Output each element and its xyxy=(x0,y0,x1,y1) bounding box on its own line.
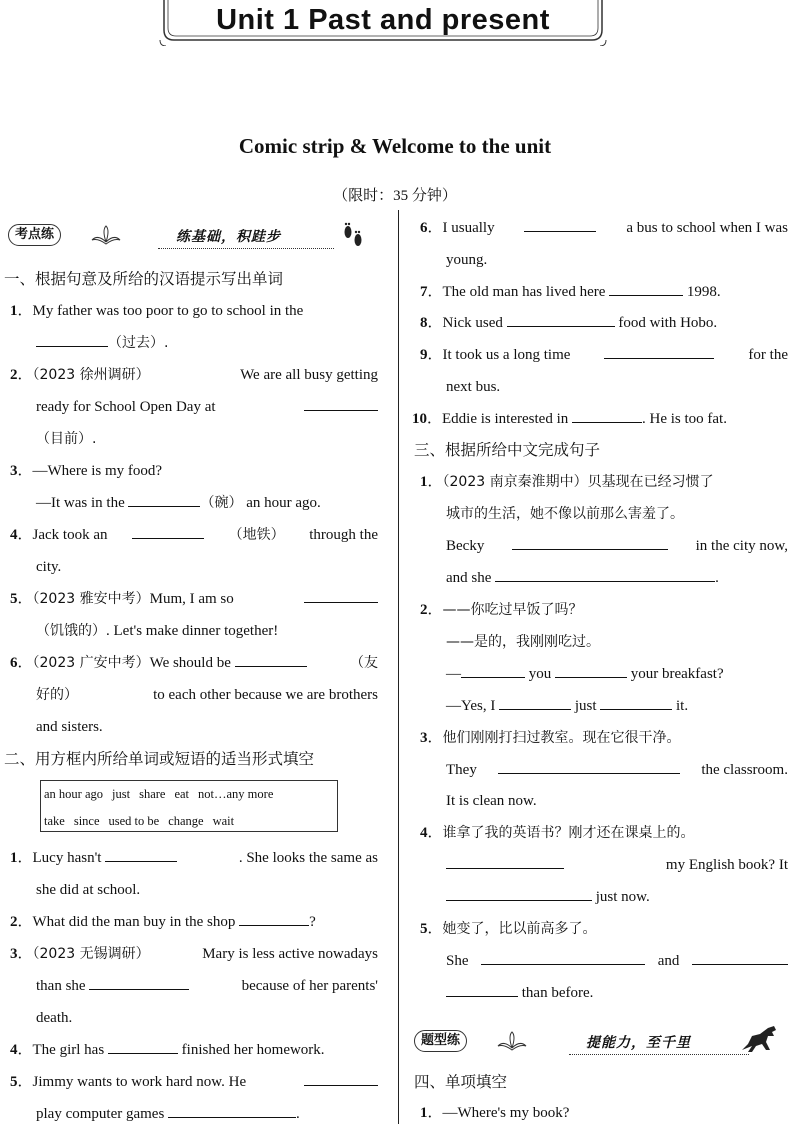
section-tag-label: 题型练 xyxy=(414,1030,467,1052)
answer-blank[interactable] xyxy=(239,912,309,926)
answer-blank[interactable] xyxy=(609,282,683,296)
answer-blank[interactable] xyxy=(600,696,672,710)
answer-blank[interactable] xyxy=(168,1104,296,1118)
p2-q6-line2: young. xyxy=(446,252,488,268)
p3-q2-line3: — you your breakfast? xyxy=(446,666,724,682)
p3-q3-line2: They the classroom. xyxy=(446,762,788,778)
column-divider xyxy=(398,210,399,1124)
p1-q6-line1: 6．（2023 广安中考）We should be （友 xyxy=(10,655,378,671)
p1-q4-line1: 4．Jack took an （地铁） through the xyxy=(10,527,378,543)
motto-dotted-line xyxy=(569,1054,749,1055)
section-tag-label: 考点练 xyxy=(8,224,61,246)
answer-blank[interactable] xyxy=(555,664,627,678)
part1-heading: 一、根据句意及所给的汉语提示写出单词 xyxy=(4,270,284,288)
lotus-icon xyxy=(494,1030,530,1052)
answer-blank[interactable] xyxy=(108,1040,178,1054)
answer-blank[interactable] xyxy=(36,333,108,347)
section-tag-kaodian xyxy=(8,222,363,250)
p1-q3-line2: —It was in the （碗） an hour ago. xyxy=(36,495,321,511)
p2-q6-line1: 6．I usually a bus to school when I was xyxy=(420,220,788,236)
p1-q1-line1: 1．My father was too poor to go to school in the xyxy=(10,303,304,319)
answer-blank[interactable] xyxy=(446,983,518,997)
p2-q3-line1: 3．（2023 无锡调研） Mary is less active nowadays xyxy=(10,946,378,962)
time-limit: （限时：35 分钟） xyxy=(333,188,457,204)
p1-q1-line2: （过去）. xyxy=(36,333,168,353)
p2-q8-line1: 8．Nick used food with Hobo. xyxy=(420,315,718,331)
p3-q4-line2: my English book? It xyxy=(446,855,788,875)
section-motto: 练基础，积跬步 xyxy=(176,229,281,245)
p3-q2-line4: —Yes, I just it. xyxy=(446,698,689,714)
answer-blank[interactable] xyxy=(499,696,571,710)
word-bank-row-2: take since used to be change wait xyxy=(44,814,235,828)
section-tag-tixing xyxy=(414,1028,784,1056)
horse-icon xyxy=(738,1024,784,1056)
p3-q2-line2: ——是的，我刚刚吃过。 xyxy=(446,634,600,650)
section-motto: 提能力，至千里 xyxy=(586,1035,691,1051)
answer-blank[interactable] xyxy=(304,1072,378,1086)
p3-q4-line1: 4．谁拿了我的英语书？刚才还在课桌上的。 xyxy=(420,825,695,841)
p1-q6-line3: and sisters. xyxy=(36,719,103,735)
motto-dotted-line xyxy=(158,248,334,249)
answer-blank[interactable] xyxy=(524,218,596,232)
p3-q1-line3: Becky in the city now, xyxy=(446,538,788,554)
p1-q2-line2: ready for School Open Day at xyxy=(36,397,378,417)
answer-blank[interactable] xyxy=(235,653,307,667)
part4-heading: 四、单项填空 xyxy=(414,1073,508,1091)
answer-blank[interactable] xyxy=(105,848,177,862)
answer-blank[interactable] xyxy=(512,536,668,550)
p2-q5-line2: play computer games . xyxy=(36,1106,300,1122)
p2-q5-line1: 5．Jimmy wants to work hard now. He xyxy=(10,1072,378,1092)
p2-q1-line1: 1．Lucy hasn't . She looks the same as xyxy=(10,850,378,866)
answer-blank[interactable] xyxy=(304,589,378,603)
p2-q3-line3: death. xyxy=(36,1010,73,1026)
word-bank-box xyxy=(40,780,338,832)
answer-blank[interactable] xyxy=(498,760,680,774)
answer-blank[interactable] xyxy=(481,951,645,965)
p3-q5-line2: She and xyxy=(446,951,788,971)
answer-blank[interactable] xyxy=(132,525,204,539)
answer-blank[interactable] xyxy=(692,951,788,965)
answer-blank[interactable] xyxy=(446,887,592,901)
p3-q1-line1: 1．（2023 南京秦淮期中）贝基现在已经习惯了 xyxy=(420,474,714,490)
p3-q3-line1: 3．他们刚刚打扫过教室。现在它很干净。 xyxy=(420,730,681,746)
lotus-icon xyxy=(88,224,124,246)
p2-q9-line1: 9．It took us a long time for the xyxy=(420,347,788,363)
p2-q1-line2: she did at school. xyxy=(36,882,141,898)
p1-q4-line2: city. xyxy=(36,559,62,575)
p1-q2-line3: （目前）. xyxy=(36,431,97,447)
p3-q1-line4: and she . xyxy=(446,570,719,586)
unit-title: Unit 1 Past and present xyxy=(216,4,550,36)
p2-q4-line1: 4．The girl has finished her homework. xyxy=(10,1042,325,1058)
answer-blank[interactable] xyxy=(128,493,200,507)
p1-q5-line1: 5．（2023 雅安中考）Mum, I am so xyxy=(10,589,378,609)
answer-blank[interactable] xyxy=(89,976,189,990)
answer-blank[interactable] xyxy=(304,397,378,411)
part2-heading: 二、用方框内所给单词或短语的适当形式填空 xyxy=(4,750,315,768)
p1-q2-line1: 2．（2023 徐州调研） We are all busy getting xyxy=(10,367,378,383)
p1-q3-line1: 3．—Where is my food? xyxy=(10,463,163,479)
p3-q4-line3: just now. xyxy=(446,887,650,907)
unit-banner xyxy=(158,0,608,46)
p3-q5-line1: 5．她变了，比以前高多了。 xyxy=(420,921,597,937)
p2-q10-line1: 10．Eddie is interested in . He is too fat. xyxy=(412,411,727,427)
word-bank-row-1: an hour ago just share eat not…any more xyxy=(44,787,274,801)
p3-q5-line3: than before. xyxy=(446,983,593,1003)
p2-q2-line1: 2．What did the man buy in the shop ? xyxy=(10,914,316,930)
footprints-icon xyxy=(341,222,365,252)
answer-blank[interactable] xyxy=(495,568,715,582)
p1-q5-line2: （饥饿的）. Let's make dinner together! xyxy=(36,623,279,639)
part3-heading: 三、根据所给中文完成句子 xyxy=(414,441,601,459)
answer-blank[interactable] xyxy=(507,313,615,327)
p2-q3-line2: than she because of her parents' xyxy=(36,978,378,994)
p4-q1-line1: 1．—Where's my book? xyxy=(420,1105,570,1121)
answer-blank[interactable] xyxy=(604,345,714,359)
p2-q9-line2: next bus. xyxy=(446,379,501,395)
answer-blank[interactable] xyxy=(572,409,642,423)
answer-blank[interactable] xyxy=(461,664,525,678)
p3-q1-line2: 城市的生活，她不像以前那么害羞了。 xyxy=(446,506,684,522)
p2-q7-line1: 7．The old man has lived here 1998. xyxy=(420,284,721,300)
lesson-title: Comic strip & Welcome to the unit xyxy=(238,134,552,158)
answer-blank[interactable] xyxy=(446,855,564,869)
p3-q3-line3: It is clean now. xyxy=(446,793,537,809)
p1-q6-line2: 好的） to each other because we are brothers xyxy=(36,687,378,703)
p3-q2-line1: 2．——你吃过早饭了吗？ xyxy=(420,602,583,618)
